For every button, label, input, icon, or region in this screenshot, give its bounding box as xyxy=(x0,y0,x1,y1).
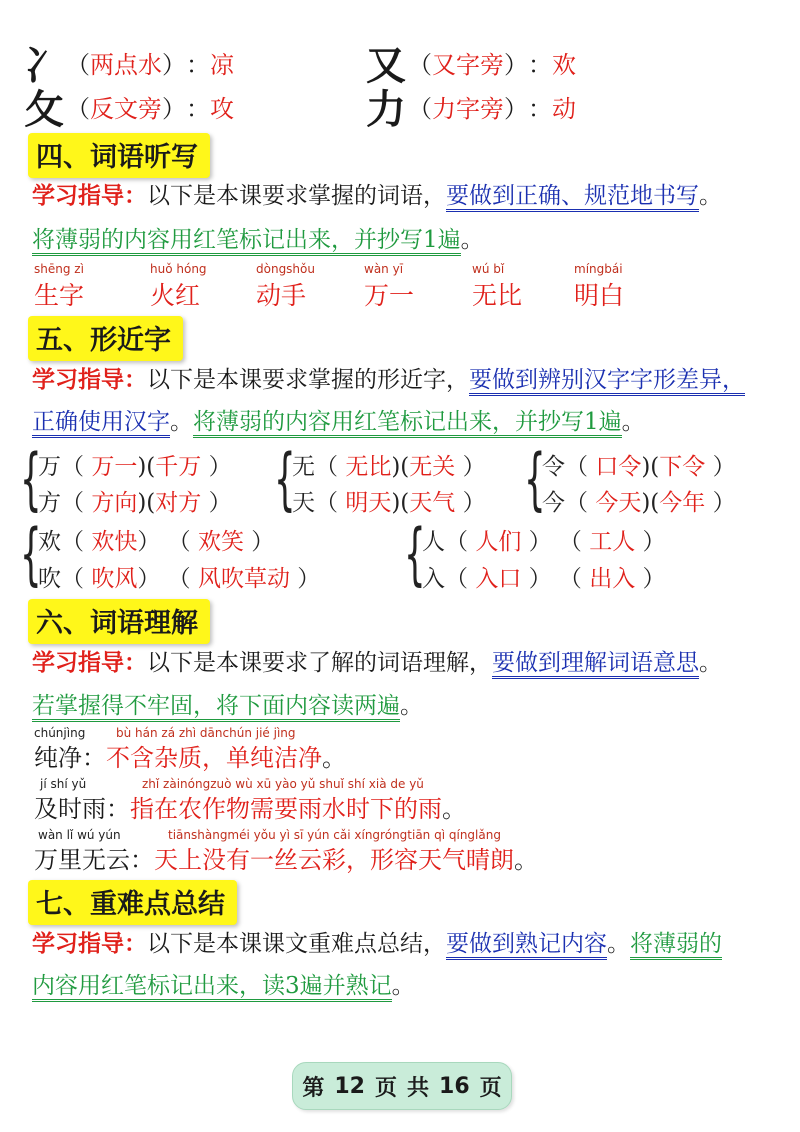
similar-row: 入（ 入口 ） （ 出入 ） xyxy=(422,566,666,592)
vocab-word xyxy=(256,262,315,312)
similar-char: 方 xyxy=(38,490,61,516)
vocab-word xyxy=(34,262,84,312)
definition-row xyxy=(34,789,466,824)
similar-char: 万 xyxy=(38,454,61,480)
guide-line xyxy=(32,643,722,683)
period: 。 xyxy=(514,846,538,874)
guide-highlight-green: 内容用红笔标记出来，读3遍并熟记 xyxy=(32,973,392,1002)
similar-word: 欢快 xyxy=(91,529,138,555)
guide-label: 学习指导： xyxy=(32,650,147,676)
radical-example: 凉 xyxy=(210,50,234,79)
vocab-word xyxy=(472,262,522,312)
radical-glyph: 攵 xyxy=(24,85,64,133)
guide-punct: 。 xyxy=(607,931,630,957)
guide-highlight-blue: 正确使用汉字 xyxy=(32,409,170,438)
guide-line xyxy=(32,966,415,1006)
term-pinyin: wàn lǐ wú yún xyxy=(38,828,121,842)
period: 。 xyxy=(322,744,346,772)
vocab-word xyxy=(364,262,414,312)
guide-highlight-blue: 要做到辨别汉字字形差异， xyxy=(469,367,745,396)
similar-word: 无关 xyxy=(409,454,456,480)
page-label: 共 xyxy=(407,1075,430,1101)
similar-word: 吹风 xyxy=(91,566,138,592)
guide-label: 学习指导： xyxy=(32,183,147,209)
colon: ： xyxy=(106,795,130,823)
section-title-5: 五、形近字 xyxy=(28,316,183,361)
guide-line xyxy=(32,686,423,726)
similar-word: 欢笑 xyxy=(197,529,244,555)
page-label: 页 xyxy=(479,1075,502,1101)
paren-close: ） xyxy=(504,50,528,79)
brace-icon: { xyxy=(20,440,42,520)
radical-name: 又字旁 xyxy=(432,50,504,79)
page-indicator xyxy=(292,1062,512,1110)
guide-line xyxy=(32,402,645,442)
paren-open: （ xyxy=(66,94,90,123)
similar-word: 方向 xyxy=(91,490,138,516)
section-title-6: 六、词语理解 xyxy=(28,599,210,644)
definition: 不含杂质，单纯洁净 xyxy=(106,744,322,772)
brace-icon: { xyxy=(524,440,546,520)
period: 。 xyxy=(442,795,466,823)
guide-text: 以下是本课要求了解的词语理解， xyxy=(147,650,492,676)
similar-char: 今 xyxy=(542,490,565,516)
guide-line xyxy=(32,360,745,400)
definition-row xyxy=(34,738,346,773)
definition: 指在农作物需要雨水时下的雨 xyxy=(130,795,442,823)
vocab-hanzi: 无比 xyxy=(472,281,523,310)
vocab-hanzi: 动手 xyxy=(256,281,307,310)
guide-punct: 。 xyxy=(699,183,722,209)
vocab-pinyin: wú bǐ xyxy=(472,262,505,276)
radical-name: 反文旁 xyxy=(90,94,162,123)
radical-item xyxy=(366,84,576,133)
radical-example: 攻 xyxy=(210,94,234,123)
similar-word: 工人 xyxy=(589,529,636,555)
similar-word: 千万 xyxy=(155,454,202,480)
similar-row: 万（ 万一)(千万 ） xyxy=(38,454,232,480)
def-pinyin: zhǐ zàinóngzuò wù xū yào yǔ shuǐ shí xià de yǔ xyxy=(142,777,424,791)
similar-word: 人们 xyxy=(475,529,522,555)
similar-row: 方（ 方向)(对方 ） xyxy=(38,490,232,516)
def-pinyin: tiānshàngméi yǒu yì sī yún cǎi xíngróngtiān qì qínglǎng xyxy=(168,828,501,842)
paren-open: （ xyxy=(408,94,432,123)
vocab-hanzi: 生字 xyxy=(34,281,85,310)
radical-name: 两点水 xyxy=(90,50,162,79)
guide-highlight-blue: 要做到熟记内容 xyxy=(446,931,607,960)
term-pinyin: chúnjìng xyxy=(34,726,86,740)
brace-icon: { xyxy=(20,515,42,595)
page-label: 页 xyxy=(374,1075,397,1101)
similar-char: 吹 xyxy=(38,566,61,592)
page-label: 第 xyxy=(302,1075,325,1101)
similar-char: 欢 xyxy=(38,529,61,555)
guide-highlight-blue: 要做到理解词语意思 xyxy=(492,650,699,679)
guide-highlight-green: 将薄弱的内容用红笔标记出来，并抄写1遍 xyxy=(32,227,461,256)
similar-word: 明天 xyxy=(345,490,392,516)
guide-label: 学习指导： xyxy=(32,367,147,393)
similar-word: 对方 xyxy=(155,490,202,516)
similar-row: 无（ 无比)(无关 ） xyxy=(292,454,486,480)
radical-example: 动 xyxy=(552,94,576,123)
similar-char: 无 xyxy=(292,454,315,480)
similar-row: 天（ 明天)(天气 ） xyxy=(292,490,486,516)
similar-char: 入 xyxy=(422,566,445,592)
colon: ： xyxy=(82,744,106,772)
guide-punct: 。 xyxy=(621,409,645,435)
term: 万里无云 xyxy=(34,846,130,874)
guide-line xyxy=(32,220,484,260)
similar-word: 无比 xyxy=(345,454,392,480)
similar-word: 风吹草动 xyxy=(197,566,290,592)
guide-text: 以下是本课要求掌握的词语， xyxy=(147,183,446,209)
guide-punct: 。 xyxy=(460,227,484,253)
vocab-pinyin: huǒ hóng xyxy=(150,262,207,276)
radical-glyph: 力 xyxy=(366,85,406,133)
similar-word: 万一 xyxy=(91,454,138,480)
vocab-pinyin: wàn yī xyxy=(364,262,404,276)
paren-open: （ xyxy=(66,50,90,79)
paren-close: ） xyxy=(162,94,186,123)
vocab-pinyin: shēng zì xyxy=(34,262,84,276)
radical-item xyxy=(24,84,234,133)
similar-row: 今（ 今天)(今年 ） xyxy=(542,490,736,516)
guide-highlight-green: 将薄弱的 xyxy=(630,931,722,960)
guide-text: 以下是本课课文重难点总结， xyxy=(147,931,446,957)
similar-word: 出入 xyxy=(589,566,636,592)
section-title-4: 四、词语听写 xyxy=(28,133,210,178)
vocab-word xyxy=(150,262,207,312)
definition: 天上没有一丝云彩，形容天气晴朗 xyxy=(154,846,514,874)
vocab-hanzi: 万一 xyxy=(364,281,415,310)
term-pinyin: jí shí yǔ xyxy=(40,777,87,791)
guide-punct: 。 xyxy=(170,409,193,435)
paren-open: （ xyxy=(408,50,432,79)
def-pinyin: bù hán zá zhì dānchún jié jìng xyxy=(116,726,296,740)
guide-line xyxy=(32,176,722,216)
similar-row: 人（ 人们 ） （ 工人 ） xyxy=(422,529,666,555)
similar-word: 口令 xyxy=(595,454,642,480)
guide-highlight-green: 若掌握得不牢固，将下面内容读两遍 xyxy=(32,693,400,722)
vocab-hanzi: 明白 xyxy=(574,281,625,310)
similar-char: 人 xyxy=(422,529,445,555)
radical-sep: ： xyxy=(186,50,210,79)
similar-word: 今天 xyxy=(595,490,642,516)
term: 纯净 xyxy=(34,744,82,772)
paren-close: ） xyxy=(162,50,186,79)
similar-word: 入口 xyxy=(475,566,522,592)
guide-label: 学习指导： xyxy=(32,931,147,957)
brace-icon: { xyxy=(404,515,426,595)
vocab-pinyin: míngbái xyxy=(574,262,623,276)
similar-char: 天 xyxy=(292,490,315,516)
similar-word: 今年 xyxy=(659,490,706,516)
similar-word: 天气 xyxy=(409,490,456,516)
brace-icon: { xyxy=(274,440,296,520)
term: 及时雨 xyxy=(34,795,106,823)
colon: ： xyxy=(130,846,154,874)
section-title-7: 七、重难点总结 xyxy=(28,880,237,925)
paren-close: ） xyxy=(504,94,528,123)
radical-name: 力字旁 xyxy=(432,94,504,123)
current-page: 12 xyxy=(334,1073,365,1099)
total-pages: 16 xyxy=(439,1073,470,1099)
vocab-hanzi: 火红 xyxy=(150,281,201,310)
guide-highlight-blue: 要做到正确、规范地书写 xyxy=(446,183,699,212)
similar-row: 吹（ 吹风） （ 风吹草动 ） xyxy=(38,566,321,592)
radical-glyph: 冫 xyxy=(24,41,64,89)
radical-sep: ： xyxy=(528,50,552,79)
guide-punct: 。 xyxy=(391,973,415,999)
similar-row: 令（ 口令)(下令 ） xyxy=(542,454,736,480)
guide-punct: 。 xyxy=(699,650,722,676)
similar-char: 令 xyxy=(542,454,565,480)
vocab-pinyin: dòngshǒu xyxy=(256,262,315,276)
radical-sep: ： xyxy=(528,94,552,123)
guide-punct: 。 xyxy=(400,693,423,719)
guide-line xyxy=(32,924,722,964)
radical-example: 欢 xyxy=(552,50,576,79)
similar-row: 欢（ 欢快） （ 欢笑 ） xyxy=(38,529,275,555)
similar-word: 下令 xyxy=(659,454,706,480)
vocab-word xyxy=(574,262,624,312)
radical-glyph: 又 xyxy=(366,41,406,89)
guide-text: 以下是本课要求掌握的形近字， xyxy=(147,367,469,393)
definition-row xyxy=(34,840,538,875)
guide-highlight-green: 将薄弱的内容用红笔标记出来，并抄写1遍 xyxy=(193,409,622,438)
radical-sep: ： xyxy=(186,94,210,123)
